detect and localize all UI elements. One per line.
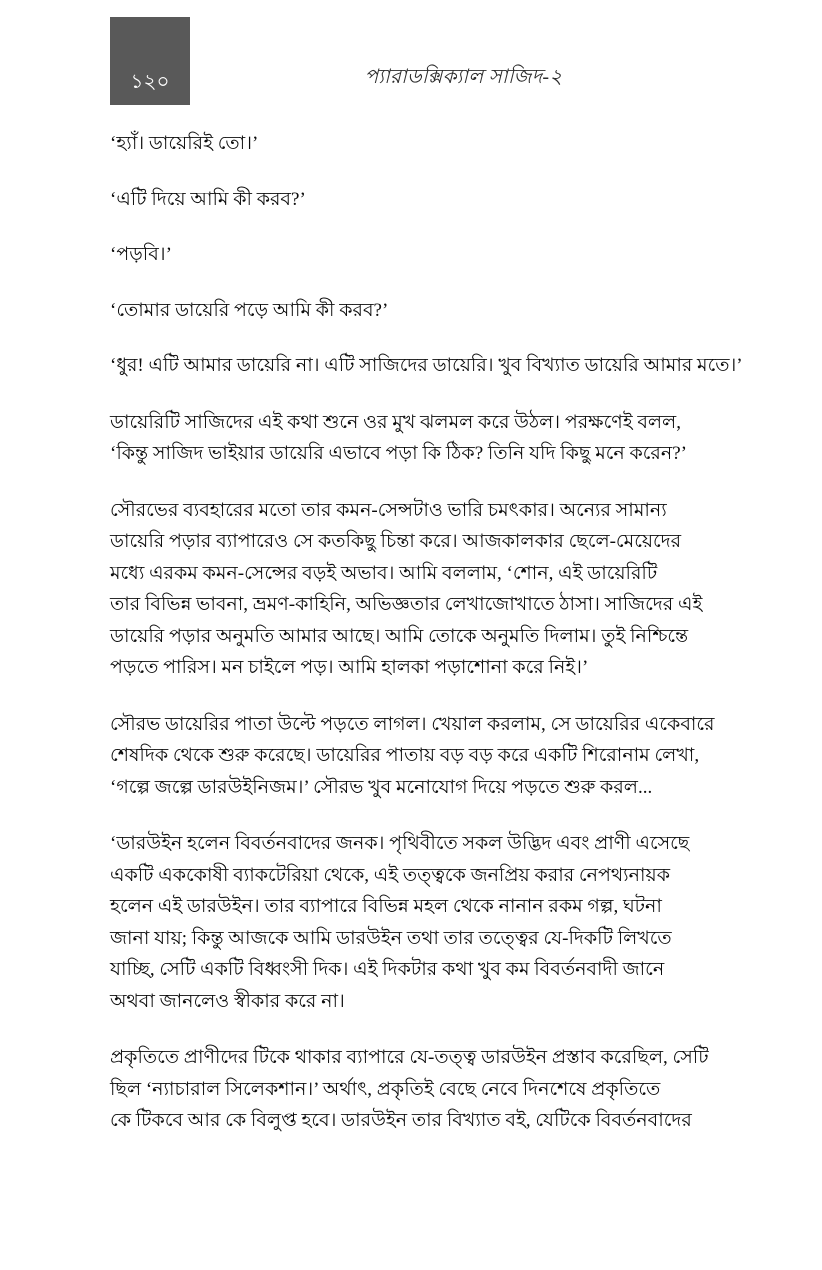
spacer	[110, 326, 737, 350]
text-line: জানা যায়; কিন্তু আজকে আমি ডারউইন তথা তার তত্ত্বের যে-দিকটি লিখতে	[110, 927, 672, 949]
text-line: একটি এককোষী ব্যাকটেরিয়া থেকে, এই তত্ত্বকে জনপ্রিয় করার নেপথ্যনায়ক	[110, 864, 671, 886]
text-line: কে টিকবে আর কে বিলুপ্ত হবে। ডারউইন তার বিখ্যাত বই, যেটিকে বিবর্তনবাদের	[110, 1110, 692, 1131]
text-line: হলেন এই ডারউইন। তার ব্যাপারে বিভিন্ন মহল থেকে নানান রকম গল্প, ঘটনা	[110, 896, 662, 917]
spacer	[110, 1017, 737, 1042]
text-line: ছিল ‘ন্যাচারাল সিলেকশান।’ অর্থাৎ, প্রকৃতিই বেছে নেবে দিনশেষে প্রকৃতিতে	[110, 1078, 661, 1100]
text-line: শেষদিক থেকে শুরু করেছে। ডায়েরির পাতায় বড় বড় করে একটি শিরোনাম লেখা,	[110, 745, 700, 766]
page-header	[0, 17, 822, 105]
dialogue-line: ‘পড়বি।’	[110, 244, 172, 265]
page-number: ১২০	[130, 71, 170, 93]
paragraph-natural-selection	[110, 1042, 737, 1137]
text-line: ‘কিন্তু সাজিদ ভাইয়ার ডায়েরি এভাবে পড়া কি ঠিক? তিনি যদি কিছু মনে করেন?’	[110, 443, 687, 464]
spacer	[110, 684, 737, 709]
spacer	[110, 470, 737, 495]
text-line: সৌরভের ব্যবহারের মতো তার কমন-সেন্সটাও ভারি চমৎকার। অন্যের সামান্য	[110, 499, 667, 521]
page-number-block	[110, 17, 190, 105]
text-line: মধ্যে এরকম কমন-সেন্সের বড়ই অভাব। আমি বললাম, ‘শোন, এই ডায়েরিটি	[110, 562, 658, 584]
paragraph-sourav-reading	[110, 709, 737, 804]
paragraph-diary-sajid	[110, 407, 737, 470]
text-line: অথবা জানলেও স্বীকার করে না।	[110, 990, 345, 1012]
text-line: ডায়েরিটি সাজিদের এই কথা শুনে ওর মুখ ঝলমল করে উঠল। পরক্ষণেই বলল,	[110, 411, 681, 433]
dialogue-line: ‘এটি দিয়ে আমি কী করব?’	[110, 188, 306, 210]
spacer	[110, 382, 737, 407]
text-line: যাচ্ছি, সেটি একটি বিধ্বংসী দিক। এই দিকটার কথা খুব কম বিবর্তনবাদী জানে	[110, 959, 665, 980]
text-line: ‘গল্পে জল্পে ডারউইনিজম।’ সৌরভ খুব মনোযোগ দিয়ে পড়তে শুরু করল...	[110, 776, 653, 798]
spacer	[110, 271, 737, 295]
spacer	[110, 160, 737, 184]
spacer	[110, 215, 737, 239]
text-line: সৌরভ ডায়েরির পাতা উল্টে পড়তে লাগল। খেয়াল করলাম, সে ডায়েরির একেবারে	[110, 713, 715, 735]
paragraph-darwin-intro	[110, 828, 737, 1017]
text-line: তার বিভিন্ন ভাবনা, ভ্রমণ-কাহিনি, অভিজ্ঞতার লেখাজোখাতে ঠাসা। সাজিদের এই	[110, 594, 703, 615]
running-title: প্যারাডক্সিক্যাল সাজিদ-২	[364, 66, 563, 88]
text-line: ‘ডারউইন হলেন বিবর্তনবাদের জনক। পৃথিবীতে সকল উদ্ভিদ এবং প্রাণী এসেছে	[110, 833, 690, 854]
text-line: ডায়েরি পড়ার অনুমতি আমার আছে। আমি তোকে অনুমতি দিলাম। তুই নিশ্চিন্তে	[110, 625, 689, 647]
page-content	[110, 128, 743, 1137]
spacer	[110, 803, 737, 828]
dialogue-line: ‘হ্যাঁ। ডায়েরিই তো।’	[110, 133, 259, 154]
dialogue-line: ‘তোমার ডায়েরি পড়ে আমি কী করব?’	[110, 299, 389, 321]
text-line: পড়তে পারিস। মন চাইলে পড়। আমি হালকা পড়াশোনা করে নিই।’	[110, 657, 589, 678]
paragraph-common-sense	[110, 495, 737, 684]
text-line: ডায়েরি পড়ার ব্যাপারেও সে কতকিছু চিন্তা করে। আজকালকার ছেলে-মেয়েদের	[110, 531, 682, 552]
dialogue-line: ‘ধুর! এটি আমার ডায়েরি না। এটি সাজিদের ডায়েরি। খুব বিখ্যাত ডায়েরি আমার মতে।’	[110, 355, 743, 376]
text-line: প্রকৃতিতে প্রাণীদের টিকে থাকার ব্যাপারে যে-তত্ত্ব ডারউইন প্রস্তাব করেছিল, সেটি	[110, 1047, 709, 1068]
